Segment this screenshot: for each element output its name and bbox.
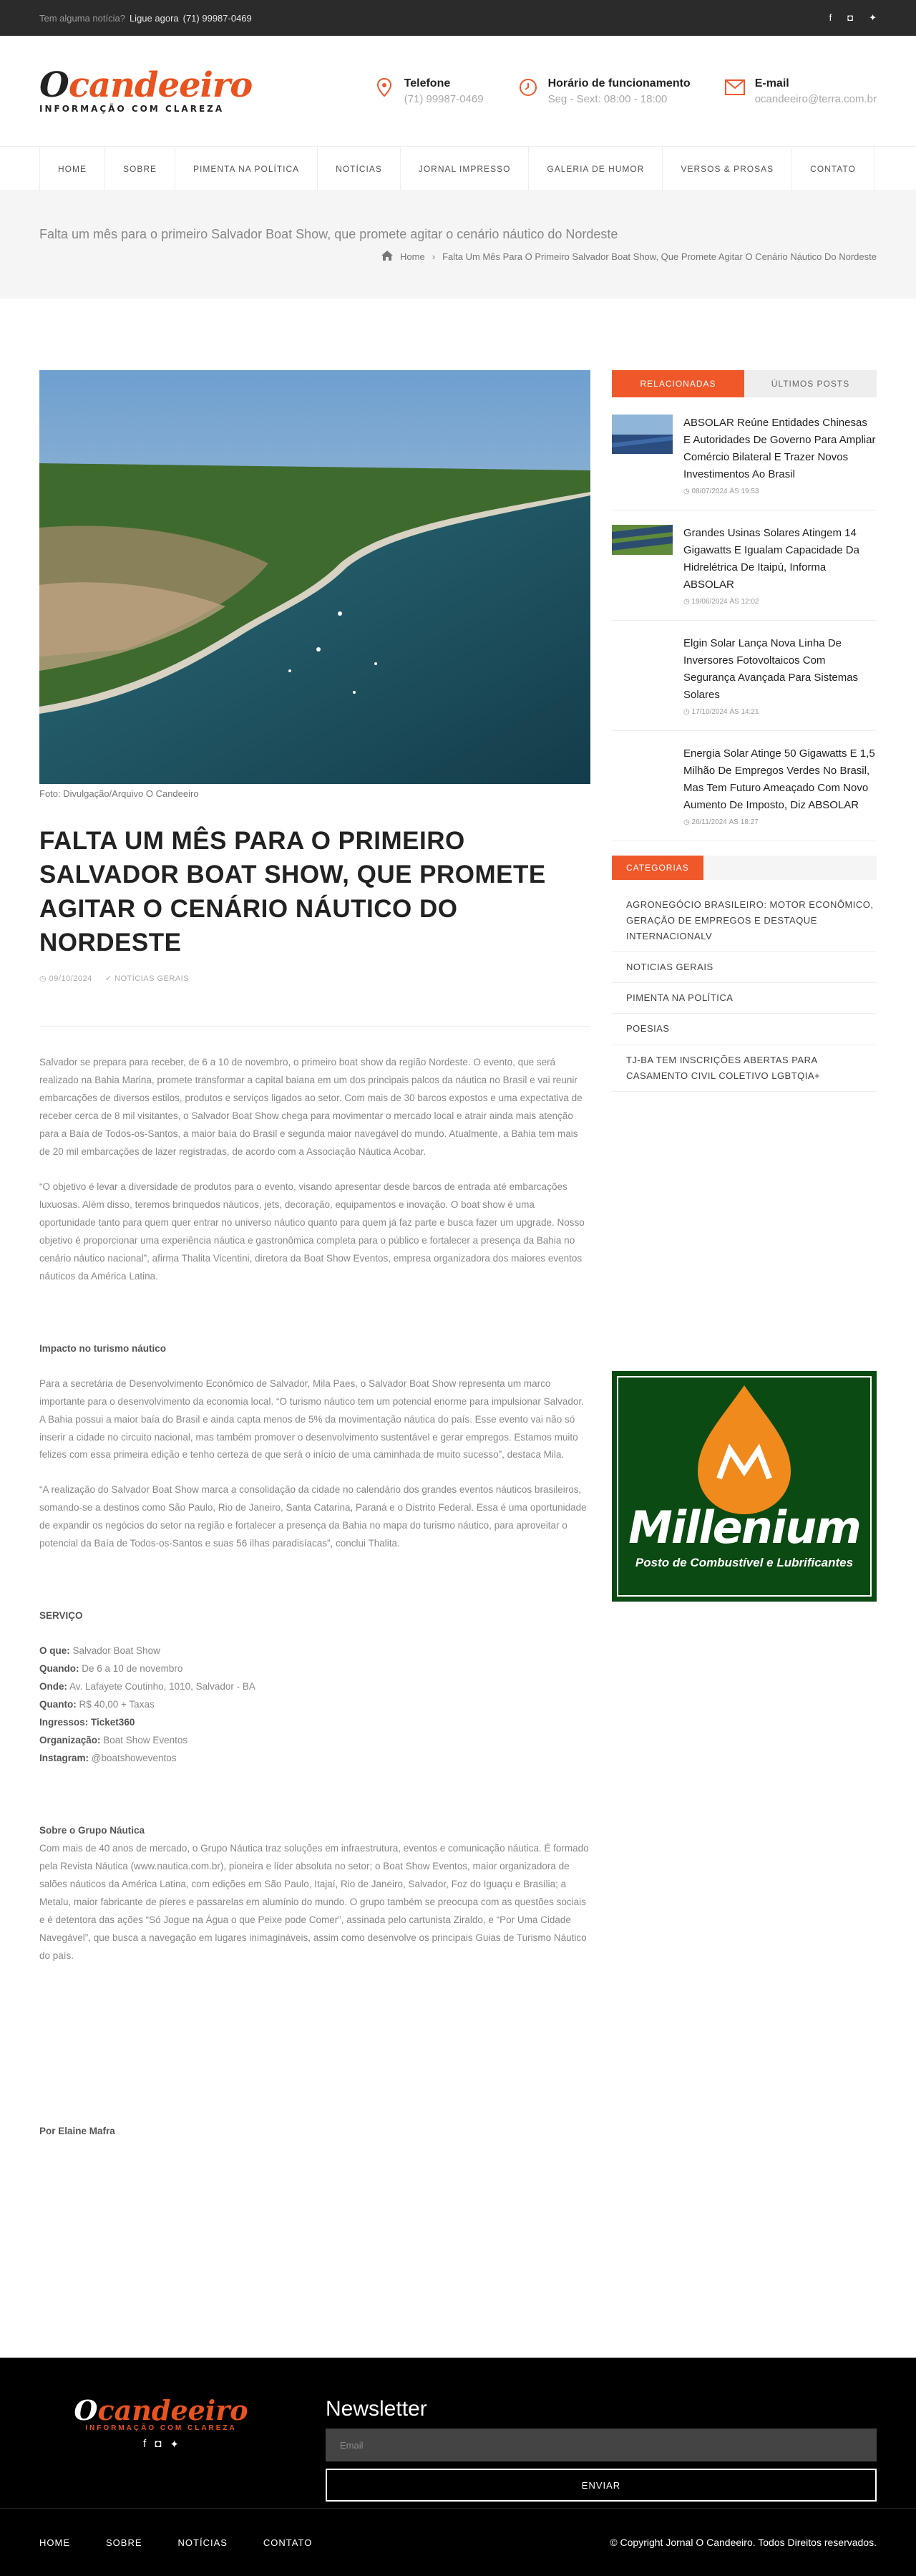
list-item[interactable] — [612, 635, 877, 731]
nav-noticias[interactable]: NOTÍCIAS — [317, 147, 400, 190]
post-tabs — [612, 370, 877, 397]
servico-value: De 6 a 10 de novembro — [79, 1663, 183, 1675]
post-date: ◷ 08/07/2024 ÀS 19:53 — [683, 488, 759, 495]
article-meta — [39, 974, 590, 983]
twitter-icon[interactable]: ✦ — [869, 12, 877, 23]
newsletter-submit-button[interactable]: ENVIAR — [326, 2469, 877, 2502]
post-thumbnail[interactable] — [612, 415, 673, 454]
newsletter-email-input[interactable]: Email — [326, 2429, 877, 2461]
facebook-icon[interactable]: f — [829, 12, 832, 23]
category-link[interactable]: NOTICIAS GERAIS — [612, 952, 877, 983]
sidebar — [612, 370, 877, 2158]
breadcrumb-separator: › — [432, 251, 436, 262]
social-links — [829, 12, 877, 24]
servico-key: Ingressos: — [39, 1717, 89, 1728]
categories-list — [612, 890, 877, 1092]
logo-wordmark — [39, 65, 253, 105]
contact-hours-title: Horário de funcionamento — [547, 77, 691, 89]
post-date: ◷ 19/06/2024 ÀS 12:02 — [683, 598, 759, 606]
post-date: ◷ 26/11/2024 ÀS 18:27 — [683, 818, 759, 826]
footer-link-contato[interactable]: CONTATO — [263, 2537, 313, 2548]
logo-name: candeeiro — [68, 65, 253, 105]
breadcrumb-home[interactable]: Home — [400, 251, 425, 262]
list-item[interactable] — [612, 415, 877, 510]
envelope-icon — [725, 77, 745, 97]
article-hero-image — [39, 370, 590, 784]
paragraph: Para a secretária de Desenvolvimento Econômico de Salvador, Mila Paes, o Salvador Boat Show representa um marco importante para o desenvolvimento da economia local. “O turismo náutico tem um potencial enorme para impulsionar Salvador. A Bahia possui a maior baía do Brasil e ainda capta menos de 5% da movimentação náutica do país. Esse evento vai não só inserir a cidade no circuito nacional, mas também promover o desenvolvimento sustentável e gerar empregos. Estamos muito felizes com essa primeira edição e tenho certeza de que será o início de uma caminhada de muito sucesso”, destaca Mila. — [39, 1377, 584, 1461]
article-category[interactable] — [105, 974, 189, 983]
post-date-value: 17/10/2024 ÀS 14:21 — [691, 708, 759, 716]
footer-logo-name: candeeiro — [97, 2394, 248, 2426]
footer-social — [143, 2438, 179, 2451]
tab-latest[interactable]: ÚLTIMOS POSTS — [744, 370, 877, 397]
main-area — [0, 299, 916, 2158]
footer-logo-wordmark — [74, 2394, 248, 2426]
article — [39, 370, 590, 2158]
footer-logo[interactable] — [39, 2394, 283, 2508]
article-date — [39, 974, 92, 983]
category-link[interactable]: TJ-BA TEM INSCRIÇÕES ABERTAS PARA CASAMENTO CIVIL COLETIVO LGBTQIA+ — [612, 1045, 877, 1092]
categories-label: CATEGORIAS — [612, 856, 703, 880]
nav-jornal[interactable]: JORNAL IMPRESSO — [400, 147, 529, 190]
servico-value: Ticket360 — [88, 1717, 135, 1728]
divider — [39, 1026, 590, 1027]
contact-email-title: E-mail — [754, 77, 789, 89]
article-date-value: 09/10/2024 — [49, 974, 92, 983]
contact-email-value[interactable]: ocandeeiro@terra.com.br — [754, 92, 877, 105]
post-date-value: 08/07/2024 ÀS 19:53 — [691, 488, 759, 495]
article-body — [39, 1054, 590, 2141]
site-header — [0, 36, 916, 147]
list-item[interactable] — [612, 745, 877, 841]
main-nav — [0, 147, 916, 191]
servico-value[interactable]: @boatshoweventos — [89, 1753, 177, 1764]
breadcrumb — [39, 251, 877, 263]
nav-galeria[interactable]: GALERIA DE HUMOR — [528, 147, 662, 190]
servico-row — [39, 1732, 590, 1750]
servico-key: Quando: — [39, 1663, 79, 1675]
post-date: ◷ 17/10/2024 ÀS 14:21 — [683, 708, 759, 716]
site-logo[interactable] — [39, 65, 253, 114]
paragraph: “O objetivo é levar a diversidade de produtos para o evento, visando apresentar desde barcos de entrada até embarcações luxuosas. Além disso, teremos brinquedos náuticos, jets, decoração, equipamentos e inovação. O boat show é uma oportunidade tanto para quem quer entrar no universo náutico quanto para quem já faz parte e busca fazer um upgrade. Nosso objetivo é proporcionar uma experiência náutica e gastronômica completa para o público e fortalecer a presença da Bahia no cenário náutico nacional”, afirma Thalita Vicentini, diretora da Boat Show Eventos, empresa organizadora dos maiores eventos náuticos da América Latina. — [39, 1181, 585, 1282]
top-phone[interactable]: (71) 99987-0469 — [182, 12, 252, 24]
article-category-value: NOTÍCIAS GERAIS — [114, 974, 190, 983]
servico-value: Av. Lafayete Coutinho, 1010, Salvador - BA — [67, 1681, 255, 1693]
post-title[interactable]: Elgin Solar Lança Nova Linha De Inversores Fotovoltaicos Com Segurança Avançada Para Sistemas Solares — [683, 637, 859, 701]
post-title[interactable]: Grandes Usinas Solares Atingem 14 Gigawatts E Igualam Capacidade Da Hidrelétrica De Itaipú, Informa ABSOLAR — [683, 527, 859, 591]
servico-key: Organização: — [39, 1735, 101, 1746]
breadcrumb-current: Falta Um Mês Para O Primeiro Salvador Boat Show, Que Promete Agitar O Cenário Náutico Do Nordeste — [442, 251, 877, 262]
servico-value: R$ 40,00 + Taxas — [76, 1699, 155, 1710]
top-bar — [0, 0, 916, 36]
servico-row — [39, 1642, 590, 1660]
categories-header — [612, 856, 877, 880]
category-link[interactable]: AGRONEGÓCIO BRASILEIRO: MOTOR ECONÔMICO, GERAÇÃO DE EMPREGOS E DESTAQUE INTERNACIONALV — [612, 890, 877, 952]
instagram-icon[interactable]: ◘ — [847, 12, 854, 23]
nav-contato[interactable]: CONTATO — [791, 147, 874, 190]
paragraph: “A realização do Salvador Boat Show marca a consolidação da cidade no calendário dos grandes eventos náuticos brasileiros, somando-se a destinos como São Paulo, Rio de Janeiro, Santa Catarina, Paraná e o Distrito Federal. Essa é uma oportunidade de expandir os negócios do setor na região e fortalecer a presença da Bahia no mapa do turismo náutico, para aproveitar o potencial da Baía de Todos-os-Santos e suas 56 ilhas paradisíacas”, conclui Thalita. — [39, 1484, 587, 1549]
article-title: FALTA UM MÊS PARA O PRIMEIRO SALVADOR BOAT SHOW, QUE PROMETE AGITAR O CENÁRIO NÁUTICO DO NORDESTE — [39, 827, 546, 957]
newsletter — [326, 2397, 877, 2508]
page-title: Falta um mês para o primeiro Salvador Boat Show, que promete agitar o cenário náutico do Nordeste — [39, 227, 618, 241]
servico-key: Onde: — [39, 1681, 67, 1693]
servico-value: Salvador Boat Show — [69, 1645, 160, 1657]
call-now-label: Ligue agora — [129, 12, 179, 24]
servico-row — [39, 1696, 590, 1714]
footer-bottom-bar — [0, 2508, 916, 2576]
footer — [0, 2358, 916, 2508]
post-thumbnail[interactable] — [612, 525, 673, 555]
related-posts — [612, 415, 877, 841]
servico-list — [39, 1642, 590, 1768]
contact-phone — [374, 77, 484, 105]
contact-hours — [518, 77, 691, 105]
footer-logo-o: O — [74, 2394, 98, 2426]
page-title-band — [0, 191, 916, 299]
servico-row — [39, 1750, 590, 1768]
list-item[interactable] — [612, 525, 877, 621]
twitter-icon[interactable]: ✦ — [170, 2439, 179, 2451]
nav-pimenta[interactable]: PIMENTA NA POLÍTICA — [175, 147, 317, 190]
contact-email — [725, 77, 877, 105]
header-contacts — [374, 77, 877, 105]
facebook-icon[interactable]: f — [143, 2438, 147, 2450]
news-question: Tem alguma notícia? — [39, 12, 125, 24]
servico-key: Instagram: — [39, 1753, 89, 1764]
article-author: Por Elaine Mafra — [39, 2125, 115, 2136]
nav-home[interactable]: HOME — [39, 147, 104, 190]
sidebar-ad-banner[interactable] — [612, 1371, 877, 1602]
category-link[interactable]: POESIAS — [612, 1014, 877, 1045]
clock-icon — [518, 77, 538, 97]
post-date-value: 19/06/2024 ÀS 12:02 — [691, 598, 759, 606]
top-bar-news — [39, 13, 252, 24]
post-title[interactable]: ABSOLAR Reúne Entidades Chinesas E Autoridades De Governo Para Ampliar Comércio Bilateral E Trazer Novos Investimentos Ao Brasil — [683, 417, 876, 480]
servico-row — [39, 1660, 590, 1678]
servico-row — [39, 1678, 590, 1696]
post-title[interactable]: Energia Solar Atinge 50 Gigawatts E 1,5 Milhão De Empregos Verdes No Brasil, Mas Tem Futuro Ameaçado Com Novo Aumento De Imposto, Diz ABSOLAR — [683, 747, 875, 811]
nav-versos[interactable]: VERSOS & PROSAS — [662, 147, 791, 190]
servico-value: Boat Show Eventos — [100, 1735, 188, 1746]
logo-o: O — [39, 65, 69, 105]
logo-tagline: INFORMAÇÃO COM CLAREZA — [39, 104, 225, 114]
footer-link-noticias[interactable]: NOTÍCIAS — [177, 2537, 228, 2548]
servico-row — [39, 1714, 590, 1732]
contact-hours-value: Seg - Sext: 08:00 - 18:00 — [547, 92, 668, 105]
footer-link-home[interactable]: HOME — [39, 2537, 70, 2548]
contact-phone-value[interactable]: (71) 99987-0469 — [404, 92, 484, 105]
contact-phone-title: Telefone — [404, 77, 451, 89]
servico-key: O que: — [39, 1645, 70, 1657]
post-date-value: 26/11/2024 ÀS 18:27 — [691, 818, 759, 826]
footer-link-sobre[interactable]: SOBRE — [106, 2537, 142, 2548]
ad-brand-name: Millenium — [628, 1501, 860, 1554]
tab-related[interactable]: RELACIONADAS — [612, 370, 744, 397]
servico-key: Quanto: — [39, 1699, 77, 1710]
nav-sobre[interactable]: SOBRE — [104, 147, 175, 190]
section-heading-sobre: Sobre o Grupo Náutica — [39, 1825, 145, 1836]
location-pin-icon — [374, 77, 394, 97]
paragraph: Salvador se prepara para receber, de 6 a 10 de novembro, o primeiro boat show da região Nordeste. O evento, que será realizado na Bahia Marina, promete transformar a capital baiana em um dos principais palcos da náutica no Brasil e vai reunir embarcações de diversos estilos, produtos e serviços ligados ao setor. Com mais de 30 barcos expostos e uma expectativa de receber cerca de 8 mil visitantes, o Salvador Boat Show chega para movimentar o mercado local e atrair ainda mais atenção para a Baía de Todos-os-Santos, a maior baía do Brasil e segunda maior navegável do mundo. Atualmente, a Bahia tem mais de 20 mil embarcações de lazer registradas, de acordo com a Associação Náutica Acobar. — [39, 1057, 583, 1157]
instagram-icon[interactable]: ◘ — [155, 2438, 162, 2450]
newsletter-title: Newsletter — [326, 2397, 427, 2421]
footer-links — [39, 2537, 312, 2548]
image-caption: Foto: Divulgação/Arquivo O Candeeiro — [39, 788, 199, 799]
home-icon — [381, 251, 393, 263]
clock-icon: ◷ — [39, 974, 49, 983]
ad-tagline: Posto de Combustível e Lubrificantes — [635, 1555, 854, 1569]
section-heading-impacto: Impacto no turismo náutico — [39, 1342, 167, 1354]
check-icon: ✓ — [104, 974, 114, 983]
footer-logo-tagline: INFORMAÇÃO COM CLAREZA — [85, 2424, 237, 2432]
category-link[interactable]: PIMENTA NA POLÍTICA — [612, 983, 877, 1014]
copyright: © Copyright Jornal O Candeeiro. Todos Direitos reservados. — [610, 2537, 877, 2548]
section-heading-servico: SERVIÇO — [39, 1610, 83, 1622]
paragraph: Com mais de 40 anos de mercado, o Grupo Náutica traz soluções em infraestrutura, eventos e comunicação náutica. É formado pela Revista Náutica (www.nautica.com.br), pioneira e líder absoluta no setor; o Boat Show Eventos, maior organizadora de salões náuticos da América Latina, com edições em São Paulo, Itajaí, Rio de Janeiro, Salvador, Foz do Iguaçu e Brasília; a Metalu, maior fabricante de píeres e passarelas em alumínio do mundo. O grupo também se preocupa com as questões sociais e é detentora das ações “Só Jogue na Água o que Peixe pode Comer”, assinada pelo cartunista Ziraldo, e “Por Uma Cidade Navegável”, que busca a navegação em lugares inimagináveis, assim como desenvolve os principais Guias de Turismo Náutico do país. — [39, 1843, 589, 1961]
